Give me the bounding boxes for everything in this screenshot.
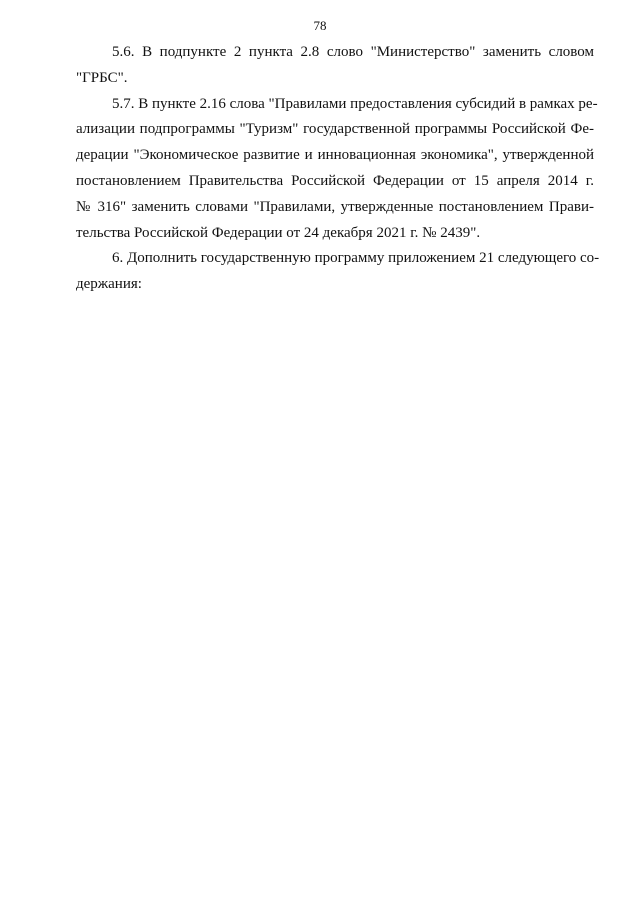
paragraph-6 xyxy=(76,246,600,298)
page-number: 78 xyxy=(313,18,327,33)
paragraph-5-6 xyxy=(76,40,594,92)
paragraph-line: постановлением Правительства Российской Федерации от 15 апреля 2014 г. xyxy=(76,172,594,189)
paragraph-line: 5.7. В пункте 2.16 слова "Правилами предоставления субсидий в рамках ре- xyxy=(112,95,598,112)
paragraph-line: "ГРБС". xyxy=(76,69,128,86)
paragraph-5-7 xyxy=(76,92,598,247)
document-body xyxy=(76,40,600,298)
paragraph-line: держания: xyxy=(76,276,142,293)
paragraph-line: 5.6. В подпункте 2 пункта 2.8 слово "Министерство" заменить словом xyxy=(112,44,594,60)
paragraph-line: № 316" заменить словами "Правилами, утвержденные постановлением Прави- xyxy=(76,198,594,215)
paragraph-line: тельства Российской Федерации от 24 декабря 2021 г. № 2439". xyxy=(76,224,481,241)
paragraph-line: 6. Дополнить государственную программу приложением 21 следующего со- xyxy=(112,250,600,267)
paragraph-line: дерации "Экономическое развитие и инновационная экономика", утвержденной xyxy=(76,147,594,164)
paragraph-line: ализации подпрограммы "Туризм" государственной программы Российской Фе- xyxy=(76,121,594,138)
